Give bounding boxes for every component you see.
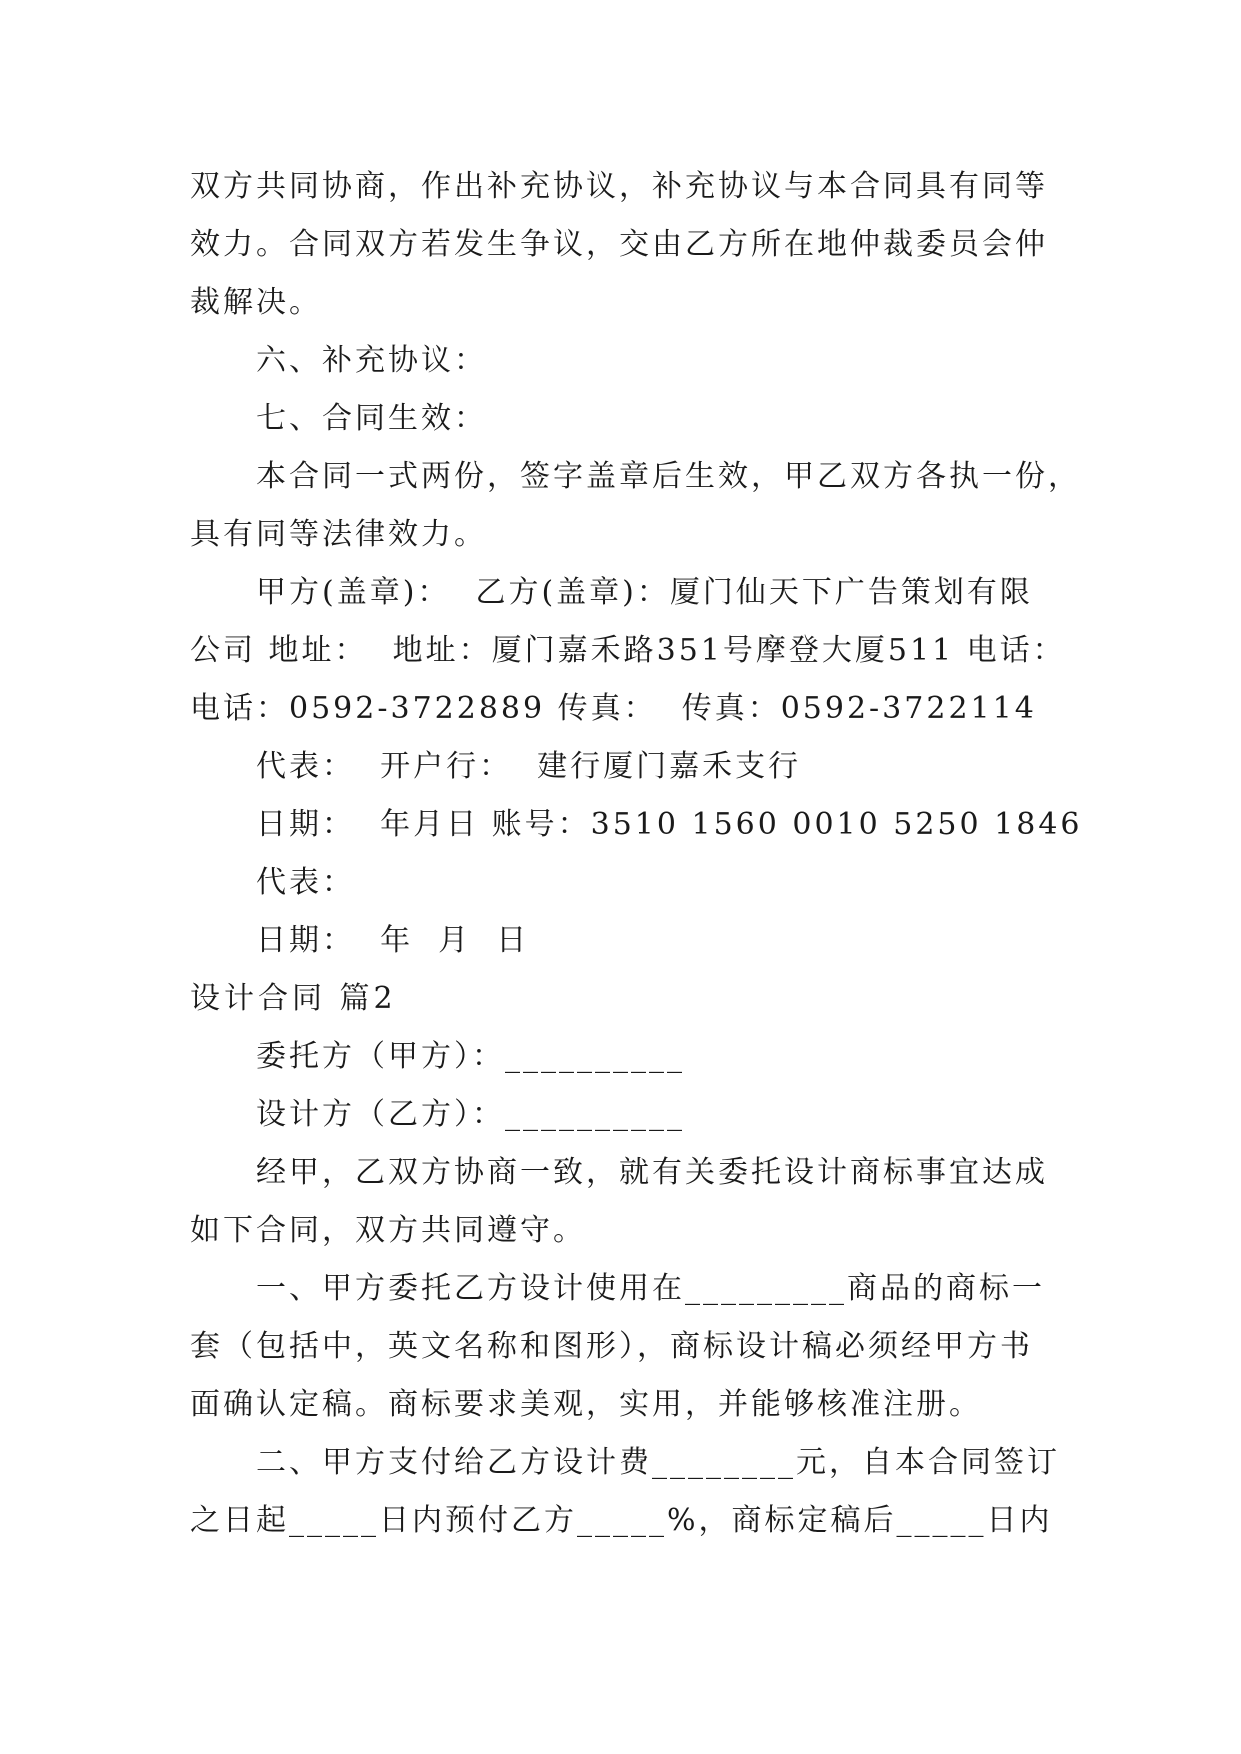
paragraph-line: 面确认定稿。商标要求美观，实用，并能够核准注册。 xyxy=(190,1387,982,1422)
paragraph-line: 之日起_____日内预付乙方_____%，商标定稿后_____日内 xyxy=(190,1503,1053,1538)
signature-line-bank: 代表： 开户行： 建行厦门嘉禾支行 xyxy=(256,749,802,784)
clause-one: 一、甲方委托乙方设计使用在_________商品的商标一 xyxy=(256,1271,1045,1306)
signature-line-representative: 代表： xyxy=(256,865,355,900)
signature-line-account: 日期： 年月日 账号：3510 1560 0010 5250 1846 xyxy=(256,807,1083,842)
signature-line-phone: 电话：0592-3722889 传真： 传真：0592-3722114 xyxy=(190,691,1037,726)
paragraph-line: 套（包括中，英文名称和图形），商标设计稿必须经甲方书 xyxy=(190,1329,1033,1364)
contract-title: 设计合同 篇2 xyxy=(190,981,397,1016)
signature-line-date: 日期： 年 月 日 xyxy=(256,923,530,958)
section-heading-effective: 七、合同生效： xyxy=(256,401,487,436)
paragraph-line: 经甲，乙双方协商一致，就有关委托设计商标事宜达成 xyxy=(256,1155,1048,1190)
client-party-field: 委托方（甲方）：__________ xyxy=(256,1039,685,1074)
paragraph-line: 裁解决。 xyxy=(190,285,322,320)
section-heading-supplementary: 六、补充协议： xyxy=(256,343,487,378)
paragraph-line: 效力。合同双方若发生争议，交由乙方所在地仲裁委员会仲 xyxy=(190,227,1048,262)
clause-two: 二、甲方支付给乙方设计费________元，自本合同签订 xyxy=(256,1445,1060,1480)
designer-party-field: 设计方（乙方）：__________ xyxy=(256,1097,685,1132)
signature-line-address: 公司 地址： 地址：厦门嘉禾路351号摩登大厦511 电话： xyxy=(190,633,1066,668)
signature-line-parties: 甲方(盖章)： 乙方(盖章)：厦门仙天下广告策划有限 xyxy=(256,575,1033,610)
paragraph-line: 本合同一式两份，签字盖章后生效，甲乙双方各执一份， xyxy=(256,459,1081,494)
document-body xyxy=(190,158,1083,1550)
paragraph-line: 具有同等法律效力。 xyxy=(190,517,487,552)
paragraph-line: 如下合同，双方共同遵守。 xyxy=(190,1213,586,1248)
paragraph-line: 双方共同协商，作出补充协议，补充协议与本合同具有同等 xyxy=(190,169,1048,204)
